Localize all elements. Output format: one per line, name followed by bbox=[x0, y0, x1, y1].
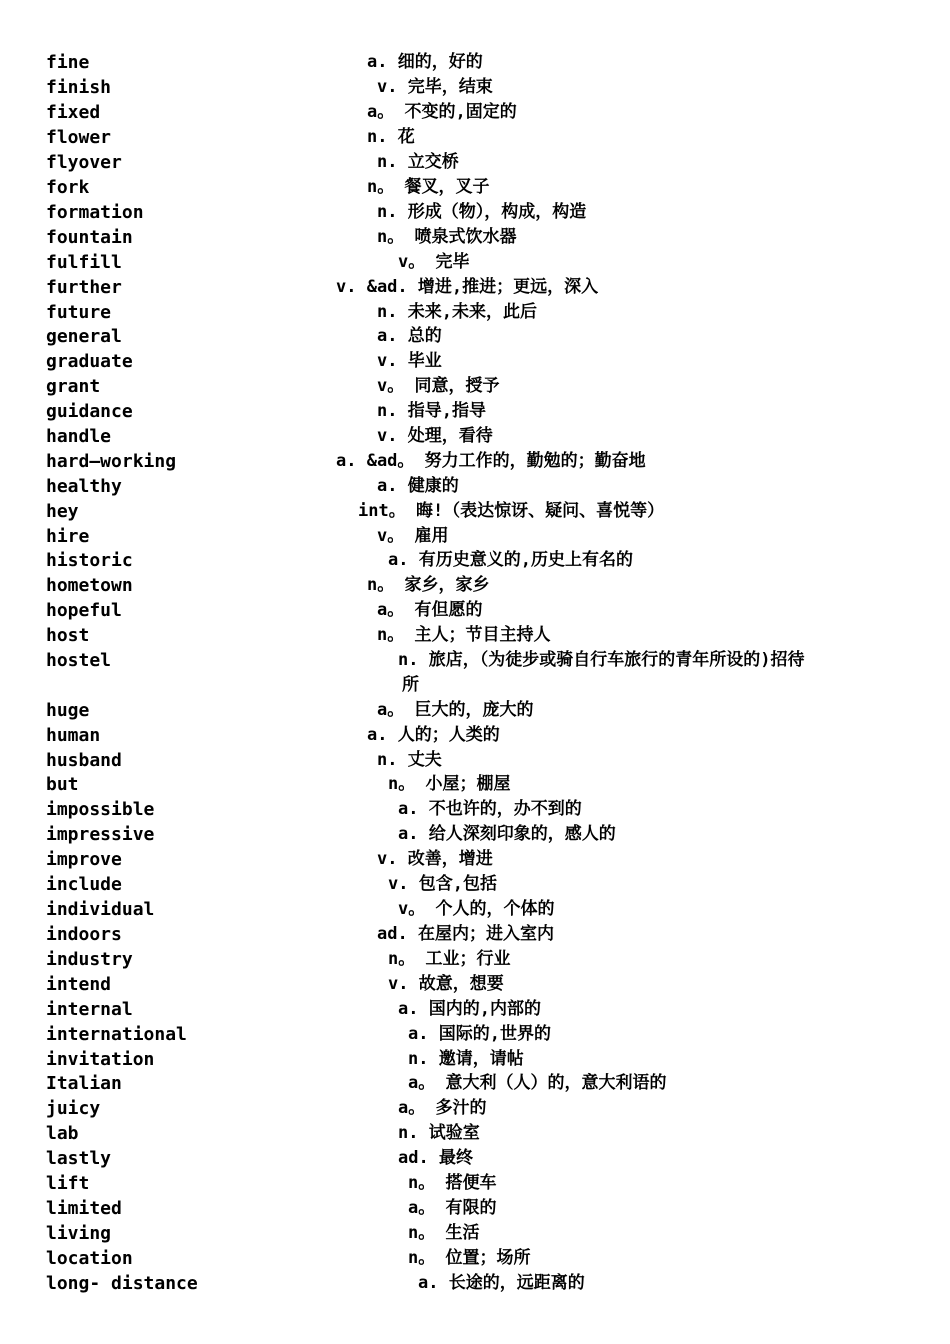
entry-row bbox=[0, 922, 950, 947]
entry-row bbox=[0, 150, 950, 175]
entry-definition: n。 小屋；棚屋 bbox=[388, 774, 511, 794]
entry-definition: a。 不变的,固定的 bbox=[367, 102, 517, 122]
entry-word: hometown bbox=[46, 575, 133, 596]
entry-row bbox=[0, 972, 950, 997]
entry-row bbox=[0, 1196, 950, 1221]
entry-word: lift bbox=[46, 1173, 90, 1194]
entry-definition: v. 毕业 bbox=[377, 351, 442, 371]
entry-row bbox=[0, 698, 950, 723]
entry-word: fixed bbox=[46, 102, 101, 123]
entry-row bbox=[0, 300, 950, 325]
entry-definition: a. 不也许的，办不到的 bbox=[398, 799, 582, 819]
entry-definition: v。 完毕 bbox=[398, 252, 470, 272]
entry-word: healthy bbox=[46, 476, 122, 497]
entry-definition: a。 多汁的 bbox=[398, 1098, 487, 1118]
entry-definition: n。 喷泉式饮水器 bbox=[377, 227, 517, 247]
entry-word: husband bbox=[46, 750, 122, 771]
entry-word: juicy bbox=[46, 1098, 101, 1119]
entry-word: long- distance bbox=[46, 1273, 198, 1294]
entry-definition: v。 雇用 bbox=[377, 526, 449, 546]
entry-row bbox=[0, 1221, 950, 1246]
entry-row bbox=[0, 847, 950, 872]
entry-word: historic bbox=[46, 550, 133, 571]
entry-word: host bbox=[46, 625, 90, 646]
entry-row bbox=[0, 374, 950, 399]
entry-definition: a。 巨大的，庞大的 bbox=[377, 700, 534, 720]
entry-definition: a。 意大利（人）的，意大利语的 bbox=[408, 1073, 667, 1093]
entry-row bbox=[0, 1121, 950, 1146]
entry-word: grant bbox=[46, 376, 101, 397]
entry-row bbox=[0, 1146, 950, 1171]
entry-row bbox=[0, 125, 950, 150]
entry-row bbox=[0, 100, 950, 125]
entry-definition: n。 生活 bbox=[408, 1223, 480, 1243]
entry-word: hire bbox=[46, 526, 90, 547]
entry-definition: a. 细的，好的 bbox=[367, 52, 483, 72]
entry-word: lastly bbox=[46, 1148, 112, 1169]
entry-word: but bbox=[46, 774, 79, 795]
entry-row bbox=[0, 897, 950, 922]
entry-row bbox=[0, 623, 950, 648]
entry-definition-continued: 所 bbox=[402, 675, 419, 695]
entry-word: hey bbox=[46, 501, 79, 522]
entry-word: fountain bbox=[46, 227, 133, 248]
entry-definition: ad. 在屋内；进入室内 bbox=[377, 924, 554, 944]
entry-definition: a. 健康的 bbox=[377, 476, 459, 496]
entry-row bbox=[0, 399, 950, 424]
entry-word: indoors bbox=[46, 924, 122, 945]
entry-definition: v. 改善，增进 bbox=[377, 849, 493, 869]
entry-row bbox=[0, 822, 950, 847]
entry-word: internal bbox=[46, 999, 133, 1020]
entry-word: intend bbox=[46, 974, 112, 995]
entry-row bbox=[0, 1271, 950, 1296]
entry-word: impressive bbox=[46, 824, 155, 845]
entry-definition: v. 故意，想要 bbox=[388, 974, 504, 994]
entry-row bbox=[0, 1071, 950, 1096]
entry-word: huge bbox=[46, 700, 90, 721]
entry-word: general bbox=[46, 326, 122, 347]
entry-word: future bbox=[46, 302, 112, 323]
entry-definition: a. 有历史意义的,历史上有名的 bbox=[388, 550, 633, 570]
entry-definition: ad. 最终 bbox=[398, 1148, 473, 1168]
entry-word: impossible bbox=[46, 799, 155, 820]
entry-definition: n. 旅店，（为徒步或骑自行车旅行的青年所设的)招待 bbox=[398, 650, 805, 670]
entry-row bbox=[0, 75, 950, 100]
entry-definition: n. 形成（物），构成，构造 bbox=[377, 202, 587, 222]
entry-definition: a. 人的；人类的 bbox=[367, 725, 500, 745]
entry-definition: n. 邀请，请帖 bbox=[408, 1049, 524, 1069]
entry-row bbox=[0, 499, 950, 524]
entry-row bbox=[0, 324, 950, 349]
entry-definition: n。 位置；场所 bbox=[408, 1248, 531, 1268]
entry-definition: n。 餐叉，叉子 bbox=[367, 177, 490, 197]
entry-row bbox=[0, 723, 950, 748]
entry-word: hostel bbox=[46, 650, 112, 671]
entry-definition: n. 试验室 bbox=[398, 1123, 480, 1143]
entry-definition: v。 同意，授予 bbox=[377, 376, 500, 396]
entry-row bbox=[0, 275, 950, 300]
entry-row bbox=[0, 797, 950, 822]
entry-word: finish bbox=[46, 77, 112, 98]
entry-word: industry bbox=[46, 949, 133, 970]
entry-word: human bbox=[46, 725, 101, 746]
entry-row bbox=[0, 598, 950, 623]
entry-word: lab bbox=[46, 1123, 79, 1144]
entry-word: fine bbox=[46, 52, 90, 73]
entry-word: handle bbox=[46, 426, 112, 447]
entry-definition: v. 包含,包括 bbox=[388, 874, 497, 894]
entry-row bbox=[0, 947, 950, 972]
entry-word: invitation bbox=[46, 1049, 155, 1070]
entry-definition: v。 个人的，个体的 bbox=[398, 899, 555, 919]
entry-definition: a。 有限的 bbox=[408, 1198, 497, 1218]
entry-definition: v. 完毕，结束 bbox=[377, 77, 493, 97]
entry-word: flyover bbox=[46, 152, 122, 173]
entry-row bbox=[0, 872, 950, 897]
entry-row bbox=[0, 1171, 950, 1196]
entry-word: individual bbox=[46, 899, 155, 920]
entry-definition: a. 总的 bbox=[377, 326, 442, 346]
entry-definition: a. &ad。 努力工作的，勤勉的；勤奋地 bbox=[336, 451, 646, 471]
entry-word: limited bbox=[46, 1198, 122, 1219]
entry-row bbox=[0, 250, 950, 275]
entry-definition: a。 有但愿的 bbox=[377, 600, 483, 620]
entry-row bbox=[0, 424, 950, 449]
entry-row bbox=[0, 748, 950, 773]
entry-definition: int。 晦!（表达惊讶、疑问、喜悦等） bbox=[358, 501, 665, 521]
entry-word: hopeful bbox=[46, 600, 122, 621]
entry-definition: n. 指导,指导 bbox=[377, 401, 486, 421]
entry-word: flower bbox=[46, 127, 112, 148]
entry-definition: n。 搭便车 bbox=[408, 1173, 497, 1193]
entry-row bbox=[0, 997, 950, 1022]
entry-row bbox=[0, 548, 950, 573]
entry-row bbox=[0, 449, 950, 474]
entry-definition: a. 长途的，远距离的 bbox=[418, 1273, 585, 1293]
entry-word: formation bbox=[46, 202, 144, 223]
entry-definition: n. 立交桥 bbox=[377, 152, 459, 172]
entry-definition: a. 给人深刻印象的，感人的 bbox=[398, 824, 616, 844]
entry-row bbox=[0, 1096, 950, 1121]
entry-row bbox=[0, 50, 950, 75]
entry-row bbox=[0, 474, 950, 499]
entry-definition: n. 未来,未来，此后 bbox=[377, 302, 537, 322]
entry-word: further bbox=[46, 277, 122, 298]
entry-definition: a. 国内的,内部的 bbox=[398, 999, 541, 1019]
entry-definition: n。 工业；行业 bbox=[388, 949, 511, 969]
entry-row bbox=[0, 648, 950, 695]
entry-word: living bbox=[46, 1223, 112, 1244]
entry-definition: n。 主人；节目主持人 bbox=[377, 625, 551, 645]
entry-row bbox=[0, 1047, 950, 1072]
entry-row bbox=[0, 175, 950, 200]
entry-definition: n. 花 bbox=[367, 127, 415, 147]
entry-word: guidance bbox=[46, 401, 133, 422]
entry-definition: v. &ad. 增进,推进；更远，深入 bbox=[336, 277, 599, 297]
entry-word: fork bbox=[46, 177, 90, 198]
entry-word: international bbox=[46, 1024, 187, 1045]
entry-row bbox=[0, 573, 950, 598]
entry-row bbox=[0, 772, 950, 797]
entry-row bbox=[0, 1246, 950, 1271]
entry-word: include bbox=[46, 874, 122, 895]
entry-word: location bbox=[46, 1248, 133, 1269]
entry-word: Italian bbox=[46, 1073, 122, 1094]
entry-definition: n。 家乡，家乡 bbox=[367, 575, 490, 595]
entry-word: improve bbox=[46, 849, 122, 870]
entry-word: fulfill bbox=[46, 252, 122, 273]
entry-row bbox=[0, 349, 950, 374]
entry-definition: v. 处理，看待 bbox=[377, 426, 493, 446]
entry-definition: a. 国际的,世界的 bbox=[408, 1024, 551, 1044]
entry-row bbox=[0, 524, 950, 549]
entry-word: hard—working bbox=[46, 451, 177, 472]
entry-word: graduate bbox=[46, 351, 133, 372]
entry-row bbox=[0, 200, 950, 225]
entry-row bbox=[0, 225, 950, 250]
entry-row bbox=[0, 1022, 950, 1047]
entry-definition: n. 丈夫 bbox=[377, 750, 442, 770]
